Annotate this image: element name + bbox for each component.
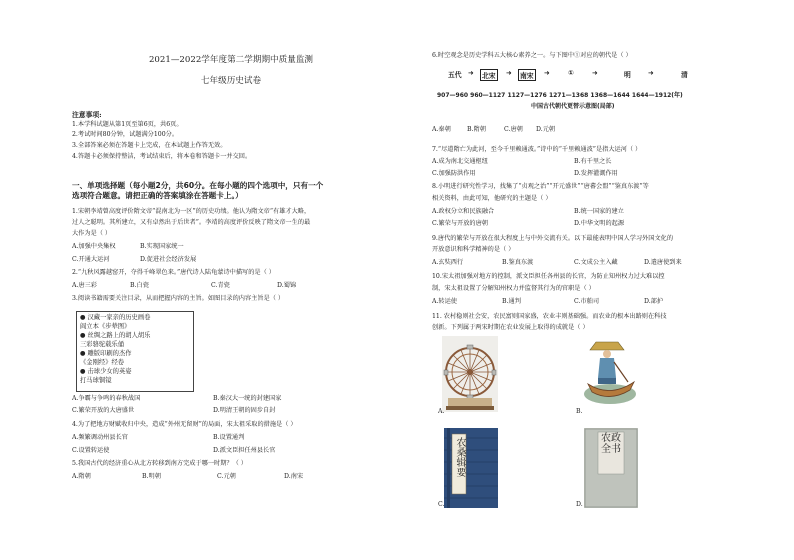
question-8-text: 相关资料，由此可知，他研究的主题是（ ） bbox=[432, 195, 552, 202]
option: B.设置通判 bbox=[213, 434, 245, 441]
option: C.元朝 bbox=[217, 473, 236, 480]
option: B.秦汉大一统的封建国家 bbox=[213, 395, 282, 402]
option: A.加强中央集权 bbox=[72, 243, 116, 250]
option: B.实现国家统一 bbox=[140, 243, 184, 250]
note-line: 4.答题卡必须保持整洁，考试结束后，将本卷和答题卡一并交回。 bbox=[72, 153, 252, 160]
arrow-icon: ➜ bbox=[648, 69, 654, 77]
option: A.唐三彩 bbox=[72, 282, 97, 289]
book-c-title: 农桑辑要 bbox=[454, 437, 465, 477]
question-10-text: 制，宋太祖设置了分解知州权力并监督其行为的官职是（ ） bbox=[432, 285, 595, 292]
option: B.明朝 bbox=[142, 473, 161, 480]
option-label: A. bbox=[438, 408, 445, 415]
option: B.鉴真东渡 bbox=[502, 259, 534, 266]
boat-farmer-image bbox=[584, 338, 636, 408]
toc-line: 《金刚经》经卷 bbox=[80, 359, 125, 366]
blue-book-image bbox=[444, 428, 498, 508]
option: D.派文臣担任州县长官 bbox=[213, 447, 276, 454]
arrow-icon: ➜ bbox=[544, 69, 550, 77]
option: C.开通大运河 bbox=[72, 256, 110, 263]
question-9-text: 9.唐代的繁荣与开放在很大程度上与中外交流有关。以下最能表明中国人学习外国文化的 bbox=[432, 235, 674, 242]
question-3-text: 3.阅读书籍需要关注目录，从而把握内容的主旨。如图目录的内容主旨是（ ） bbox=[72, 295, 285, 302]
option: D.促进社会经济发展 bbox=[140, 256, 197, 263]
option: A.隋朝 bbox=[72, 473, 91, 480]
option: A.转运使 bbox=[432, 298, 457, 305]
timeline-label: ① bbox=[568, 69, 574, 77]
toc-line: ● 汉藏一家亲的历史画卷 bbox=[80, 314, 151, 321]
arrow-icon: ➜ bbox=[506, 69, 512, 77]
option: D.蜀锦 bbox=[277, 282, 297, 289]
option: C.文成公主入藏 bbox=[574, 259, 618, 266]
timeline-label: 清 bbox=[681, 71, 688, 79]
option: C.市舶司 bbox=[574, 298, 600, 305]
option: A.秦朝 bbox=[432, 126, 451, 133]
note-line: 1.本学科试题从第1页至第6页，共6页。 bbox=[72, 121, 183, 128]
option: D.部护 bbox=[644, 298, 664, 305]
timeline-years: 907—960 960—1127 1127—1276 1271—1368 1368—1644 1644—1912(年) bbox=[437, 92, 683, 99]
question-11-text: 创新。下列属于两宋时期在农业发展上取得的成就是（ ） bbox=[432, 324, 589, 331]
toc-line: ● 击球少女的英姿 bbox=[80, 368, 132, 375]
timeline-label: 北宋 bbox=[480, 69, 498, 81]
arrow-icon: ➜ bbox=[468, 69, 474, 77]
arrow-icon: ➜ bbox=[592, 69, 598, 77]
option: C.唐朝 bbox=[504, 126, 523, 133]
toc-line: 打马球铜镜 bbox=[80, 377, 112, 384]
toc-line: 阎立本《步辇图》 bbox=[80, 323, 131, 330]
question-6-text: 6.时空观念是历史学科五大核心素养之一。与下图中①对应的朝代是（ ） bbox=[432, 52, 632, 59]
question-1-text: 过人之聪明。其所建立，又有卓然出于后世者”。李靖的高度评价反映了隋文帝一生的最 bbox=[72, 219, 311, 226]
question-9-text: 开放意识和科学精神的是（ ） bbox=[432, 246, 515, 253]
question-2-text: 2.“九秋风露越窑开，夺得千峰翠色来。”唐代诗人陆龟蒙诗中描写的是（ ） bbox=[72, 269, 275, 276]
option: A.争霸与争鸣的春秋战国 bbox=[72, 395, 141, 402]
option-label: D. bbox=[576, 501, 583, 508]
question-10-text: 10.宋太祖加强对地方的控制，派文臣担任各州县的长官，为防止知州权力过大难以控 bbox=[432, 273, 665, 280]
notes-heading: 注意事项: bbox=[72, 111, 102, 119]
timeline-label: 明 bbox=[624, 71, 631, 79]
exam-title: 2021—2022学年度第二学期期中质量监测 bbox=[148, 55, 314, 65]
option: B.隋朝 bbox=[467, 126, 486, 133]
option: A.成为南北交通枢纽 bbox=[432, 158, 488, 165]
timeline-caption: 中国古代朝代更替示意图(局部) bbox=[531, 103, 615, 110]
option: D.明清王朝的固步自封 bbox=[213, 407, 276, 414]
section-heading: 选项符合题意。请把正确的答案填涂在答题卡上。） bbox=[72, 191, 243, 200]
option: A.频繁调动州县长官 bbox=[72, 434, 128, 441]
timeline-label: 五代 bbox=[448, 71, 462, 79]
question-4-text: 4.为了把地方财赋收归中央，造成“外州无留财”的局面，宋太祖采取的措施是（ ） bbox=[72, 421, 297, 428]
option: D.南宋 bbox=[284, 473, 304, 480]
option: C.繁荣开放的大唐盛世 bbox=[72, 407, 135, 414]
option: B.通判 bbox=[502, 298, 521, 305]
option: C.青瓷 bbox=[211, 282, 230, 289]
option: D.遣唐使到来 bbox=[644, 259, 682, 266]
option: B.统一国家的建立 bbox=[574, 208, 624, 215]
option-label: C. bbox=[438, 501, 445, 508]
question-7-text: 7.“尽道隋亡为此河，至今千里赖通波。”诗中的“千里赖通波”是指大运河（ ） bbox=[432, 146, 642, 153]
question-1-text: 1.宋朝李靖曾高度评价隋文帝“混南北为一区”的历史功绩。他认为隋文帝“有雄才大略， bbox=[72, 208, 311, 215]
option: D.发挥灌溉作用 bbox=[574, 170, 618, 177]
question-11-text: 11. 农村稳则社会安，农民富则国家盛，农业丰则基础强。而农业的根本出路则在科技 bbox=[432, 313, 667, 320]
note-line: 2.考试时间80分钟，试题满分100分。 bbox=[72, 131, 179, 138]
toc-line: ● 丝绸之路上的胡人胡乐 bbox=[80, 332, 151, 339]
option: D.中华文明的起源 bbox=[574, 220, 625, 227]
option-label: B. bbox=[576, 408, 583, 415]
option: D.元朝 bbox=[536, 126, 556, 133]
toc-line: ● 雕版印刷的杰作 bbox=[80, 350, 132, 357]
question-1-text: 大作为是（ ） bbox=[72, 230, 112, 237]
water-wheel-image bbox=[442, 336, 498, 412]
question-8-text: 8.小明进行研究性学习，找集了“贞观之治”“开元盛世”“唐蕃会盟”“鉴真东渡”等 bbox=[432, 183, 649, 190]
option: B.有千里之长 bbox=[574, 158, 612, 165]
option: C.繁荣与开放的唐朝 bbox=[432, 220, 488, 227]
option: A.玄奘西行 bbox=[432, 259, 464, 266]
question-5-text: 5.我国古代的经济重心从北方转移到南方完成于哪一时期？（ ） bbox=[72, 460, 247, 467]
book-d-title: 农政全书 bbox=[601, 433, 621, 455]
table-of-contents-box bbox=[76, 311, 194, 392]
exam-subtitle: 七年级历史试卷 bbox=[200, 76, 262, 86]
toc-line: 三彩骆驼载乐俑 bbox=[80, 341, 125, 348]
option: A.政权分立和民族融合 bbox=[432, 208, 495, 215]
dynasty-timeline bbox=[448, 69, 758, 83]
option: B.白瓷 bbox=[130, 282, 149, 289]
option: C.设置转运使 bbox=[72, 447, 110, 454]
grey-book-image bbox=[584, 428, 638, 508]
note-line: 3.全部答案必须在答题卡上完成，在本试题上作答无效。 bbox=[72, 142, 227, 149]
option: C.加强防洪作用 bbox=[432, 170, 476, 177]
section-heading: 一、单项选择题（每小题2分，共60分。在每小题的四个选项中，只有一个 bbox=[72, 181, 324, 190]
timeline-label: 南宋 bbox=[518, 69, 536, 81]
